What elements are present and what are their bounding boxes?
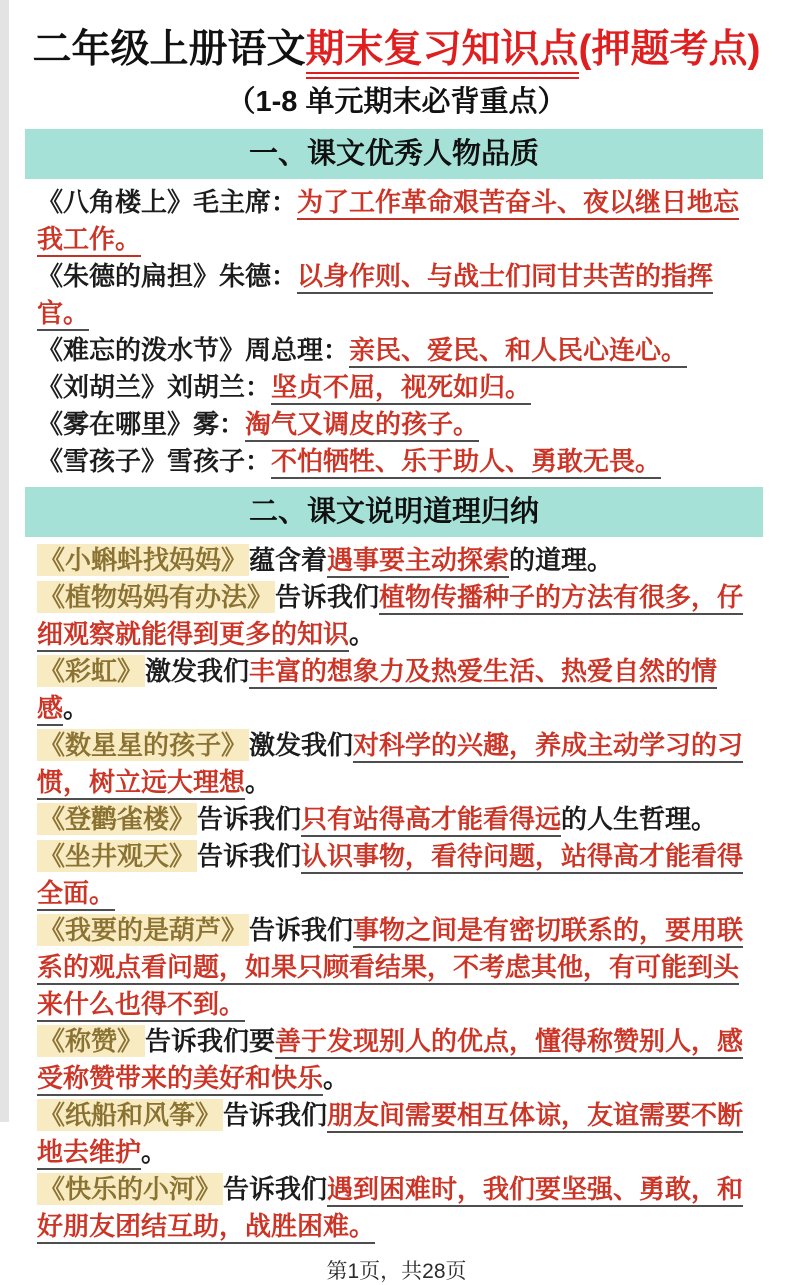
answer-text: 丰富的想象力及热爱生活、热爱自然的情感 — [37, 656, 717, 726]
label-text: 《朱德的扁担》朱德： — [37, 261, 298, 291]
title-red-underlined-part: 期末复习知识点 — [306, 28, 579, 79]
knowledge-item — [37, 801, 759, 838]
answer-text: 善于发现别人的优点，懂得称赞别人，感受称赞带来的美好和快乐 — [37, 1026, 743, 1096]
section-heading: 二、课文说明道理归纳 — [25, 487, 763, 537]
label-text: 告诉我们 — [249, 915, 354, 945]
label-text: 告诉我们 — [223, 1174, 328, 1204]
label-text: 。 — [245, 767, 272, 797]
section-heading: 一、课文优秀人物品质 — [25, 129, 763, 179]
book-title-highlight: 《坐井观天》 — [39, 841, 196, 871]
book-title-highlight: 《称赞》 — [39, 1026, 144, 1056]
answer-text: 以身作则、与战士们同甘共苦的指挥官。 — [37, 261, 713, 331]
knowledge-item — [37, 1171, 759, 1245]
knowledge-item — [37, 727, 759, 801]
title-black-part: 二年级上册语文 — [32, 28, 306, 71]
answer-text: 事物之间是有密切联系的，要用联系的观点看问题，如果只顾看结果，不考虑其他，有可能到头来什么也得不到。 — [37, 915, 743, 1022]
section-body — [37, 542, 759, 1245]
knowledge-item — [37, 838, 759, 912]
label-text: 的人生哲理。 — [561, 804, 718, 834]
label-text: 《八角楼上》毛主席： — [37, 187, 298, 217]
label-text: 。 — [141, 1137, 168, 1167]
knowledge-item — [37, 258, 759, 332]
label-text: 蕴含着 — [249, 545, 328, 575]
knowledge-item — [37, 184, 759, 258]
answer-text: 只有站得高才能看得远 — [301, 804, 561, 837]
answer-text: 坚贞不屈，视死如归。 — [271, 372, 531, 405]
book-title-highlight: 《彩虹》 — [39, 656, 144, 686]
knowledge-item — [37, 1097, 759, 1171]
book-title-highlight: 《植物妈妈有办法》 — [39, 582, 274, 612]
label-text: 告诉我们要 — [145, 1026, 276, 1056]
answer-text: 认识事物，看待问题，站得高才能看得全面。 — [37, 841, 743, 911]
label-text: 告诉我们 — [197, 804, 302, 834]
label-text: 《难忘的泼水节》周总理： — [37, 335, 350, 365]
sections-container — [0, 129, 793, 1245]
label-text: 激发我们 — [249, 730, 354, 760]
knowledge-item — [37, 443, 759, 480]
answer-text: 亲民、爱民、和人民心连心。 — [349, 335, 687, 368]
label-text: 告诉我们 — [223, 1100, 328, 1130]
answer-text: 不怕牺牲、乐于助人、勇敢无畏。 — [271, 446, 661, 479]
label-text: 告诉我们 — [275, 582, 380, 612]
label-text: 《雪孩子》雪孩子： — [37, 446, 272, 476]
knowledge-item — [37, 912, 759, 1023]
label-text: 《雾在哪里》雾： — [37, 409, 246, 439]
label-text: 《刘胡兰》刘胡兰： — [37, 372, 272, 402]
answer-text: 淘气又调皮的孩子。 — [245, 409, 479, 442]
knowledge-item — [37, 1023, 759, 1097]
knowledge-item — [37, 332, 759, 369]
document-subtitle: （1-8 单元期末必背重点） — [226, 86, 567, 118]
book-title-highlight: 《数星星的孩子》 — [39, 730, 248, 760]
book-title-highlight: 《登鹳雀楼》 — [39, 804, 196, 834]
book-title-highlight: 《小蝌蚪找妈妈》 — [39, 545, 248, 575]
document-title — [0, 24, 793, 76]
answer-text: 遇到困难时，我们要坚强、勇敢，和好朋友团结互助，战胜困难。 — [37, 1174, 743, 1244]
knowledge-item — [37, 406, 759, 443]
knowledge-item — [37, 369, 759, 406]
book-title-highlight: 《快乐的小河》 — [39, 1174, 222, 1204]
knowledge-item — [37, 579, 759, 653]
answer-text: 遇事要主动探索 — [327, 545, 509, 578]
knowledge-item — [37, 653, 759, 727]
book-title-highlight: 《纸船和风筝》 — [39, 1100, 222, 1130]
label-text: 。 — [349, 619, 376, 649]
title-red-paren-part: (押题考点) — [578, 28, 761, 71]
label-text: 激发我们 — [145, 656, 250, 686]
label-text: 。 — [323, 1063, 350, 1093]
label-text: 的道理。 — [509, 545, 614, 575]
section-body — [37, 184, 759, 480]
answer-text: 为了工作革命艰苦奋斗、夜以继日地忘我工作。 — [37, 187, 739, 257]
answer-text: 朋友间需要相互体谅，友谊需要不断地去维护 — [37, 1100, 743, 1170]
answer-text: 对科学的兴趣，养成主动学习的习惯，树立远大理想 — [37, 730, 743, 800]
label-text: 。 — [63, 693, 90, 723]
label-text: 告诉我们 — [197, 841, 302, 871]
book-title-highlight: 《我要的是葫芦》 — [39, 915, 248, 945]
answer-text: 植物传播种子的方法有很多，仔细观察就能得到更多的知识 — [37, 582, 743, 652]
page-number: 第1页，共28页 — [326, 1260, 467, 1283]
knowledge-item — [37, 542, 759, 579]
